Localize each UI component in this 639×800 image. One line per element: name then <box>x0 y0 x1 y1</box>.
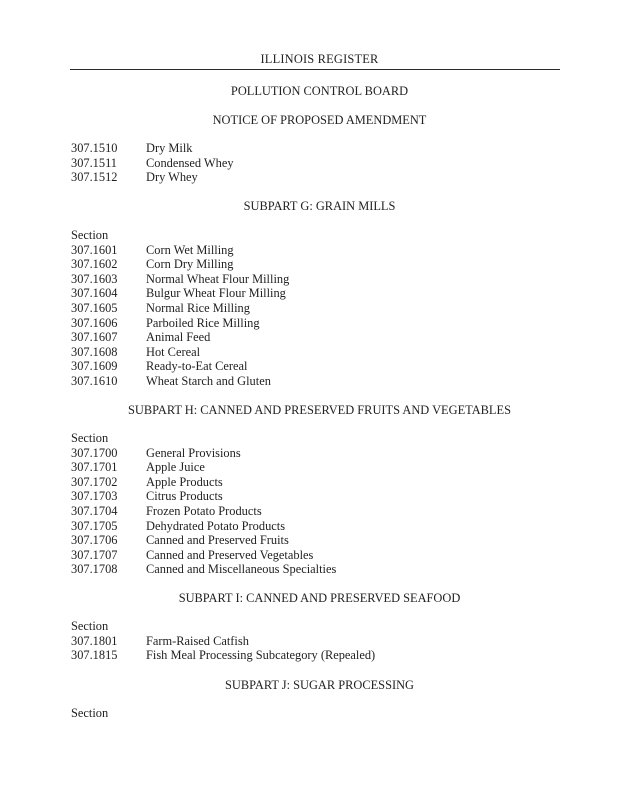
subpart-g-list <box>71 228 591 389</box>
subpart-j-list <box>71 706 591 721</box>
agency-name: POLLUTION CONTROL BOARD <box>230 84 409 98</box>
list-item <box>71 170 591 185</box>
list-item <box>71 243 591 258</box>
section-title: Fish Meal Processing Subcategory (Repealed) <box>146 648 376 663</box>
list-item <box>71 374 591 389</box>
section-number: 307.1607 <box>71 330 118 345</box>
section-title: Citrus Products <box>146 489 223 504</box>
section-title: Animal Feed <box>146 330 211 345</box>
list-item <box>71 301 591 316</box>
section-title: Wheat Starch and Gluten <box>146 373 271 388</box>
section-number: 307.1707 <box>71 547 118 562</box>
section-number: 307.1815 <box>71 648 118 663</box>
list-item <box>71 648 591 663</box>
section-title: Parboiled Rice Milling <box>146 315 260 330</box>
section-title: Farm-Raised Catfish <box>146 633 249 648</box>
section-number: 307.1700 <box>71 445 118 460</box>
section-number: 307.1703 <box>71 489 118 504</box>
list-item <box>71 475 591 490</box>
notice-title: NOTICE OF PROPOSED AMENDMENT <box>212 113 427 127</box>
section-number: 307.1702 <box>71 474 118 489</box>
section-number: 307.1705 <box>71 518 118 533</box>
list-item <box>71 359 591 374</box>
section-number: 307.1601 <box>71 242 118 257</box>
section-title: Canned and Preserved Vegetables <box>146 547 314 562</box>
section-label: Section <box>71 619 109 633</box>
section-number: 307.1610 <box>71 373 118 388</box>
section-number: 307.1706 <box>71 533 118 548</box>
section-number: 307.1704 <box>71 503 118 518</box>
section-title: Hot Cereal <box>146 344 201 359</box>
list-item <box>71 272 591 287</box>
section-title: Corn Dry Milling <box>146 257 234 272</box>
section-title: Corn Wet Milling <box>146 242 234 257</box>
section-label: Section <box>71 431 109 445</box>
section-title: Dry Whey <box>146 170 198 185</box>
section-title: Dry Milk <box>146 141 193 155</box>
list-item <box>71 548 591 563</box>
subpart-g-heading: SUBPART G: GRAIN MILLS <box>243 199 396 213</box>
subpart-h-heading: SUBPART H: CANNED AND PRESERVED FRUITS AND VEGETABLES <box>128 403 511 417</box>
list-item <box>71 634 591 649</box>
section-title: Canned and Preserved Fruits <box>146 533 289 548</box>
subpart-h-list <box>71 431 591 577</box>
section-number: 307.1606 <box>71 315 118 330</box>
section-number: 307.1604 <box>71 286 118 301</box>
list-item <box>71 446 591 461</box>
list-item <box>71 330 591 345</box>
section-number: 307.1512 <box>71 170 118 185</box>
section-title: Apple Juice <box>146 460 205 475</box>
list-item <box>71 286 591 301</box>
section-title: Normal Wheat Flour Milling <box>146 271 290 286</box>
subpart-i-list <box>71 619 591 663</box>
list-item <box>71 562 591 577</box>
list-item <box>71 533 591 548</box>
section-title: Apple Products <box>146 474 223 489</box>
section-number: 307.1603 <box>71 271 118 286</box>
section-number: 307.1510 <box>71 141 118 155</box>
section-number: 307.1511 <box>71 155 118 170</box>
list-item <box>71 489 591 504</box>
section-number: 307.1701 <box>71 460 118 475</box>
section-number: 307.1708 <box>71 562 118 577</box>
subpart-i-heading: SUBPART I: CANNED AND PRESERVED SEAFOOD <box>178 591 461 605</box>
section-number: 307.1801 <box>71 633 118 648</box>
list-item <box>71 257 591 272</box>
header-rule <box>70 69 560 70</box>
list-item <box>71 504 591 519</box>
section-number: 307.1608 <box>71 344 118 359</box>
section-title: General Provisions <box>146 445 241 460</box>
list-item <box>71 519 591 534</box>
list-item <box>71 156 591 171</box>
section-title: Condensed Whey <box>146 155 234 170</box>
section-label: Section <box>71 706 109 720</box>
register-header-title: ILLINOIS REGISTER <box>260 52 379 66</box>
section-title: Dehydrated Potato Products <box>146 518 286 533</box>
section-title: Bulgur Wheat Flour Milling <box>146 286 286 301</box>
section-title: Normal Rice Milling <box>146 300 250 315</box>
section-title: Frozen Potato Products <box>146 503 262 518</box>
section-label: Section <box>71 228 109 242</box>
section-title: Ready-to-Eat Cereal <box>146 359 248 374</box>
section-title: Canned and Miscellaneous Specialties <box>146 562 337 577</box>
section-number: 307.1605 <box>71 300 118 315</box>
list-item <box>71 141 591 156</box>
list-item <box>71 345 591 360</box>
list-item <box>71 460 591 475</box>
subpart-j-heading: SUBPART J: SUGAR PROCESSING <box>225 678 414 692</box>
section-number: 307.1602 <box>71 257 118 272</box>
list-item <box>71 316 591 331</box>
section-number: 307.1609 <box>71 359 118 374</box>
top-section-list <box>71 141 591 185</box>
